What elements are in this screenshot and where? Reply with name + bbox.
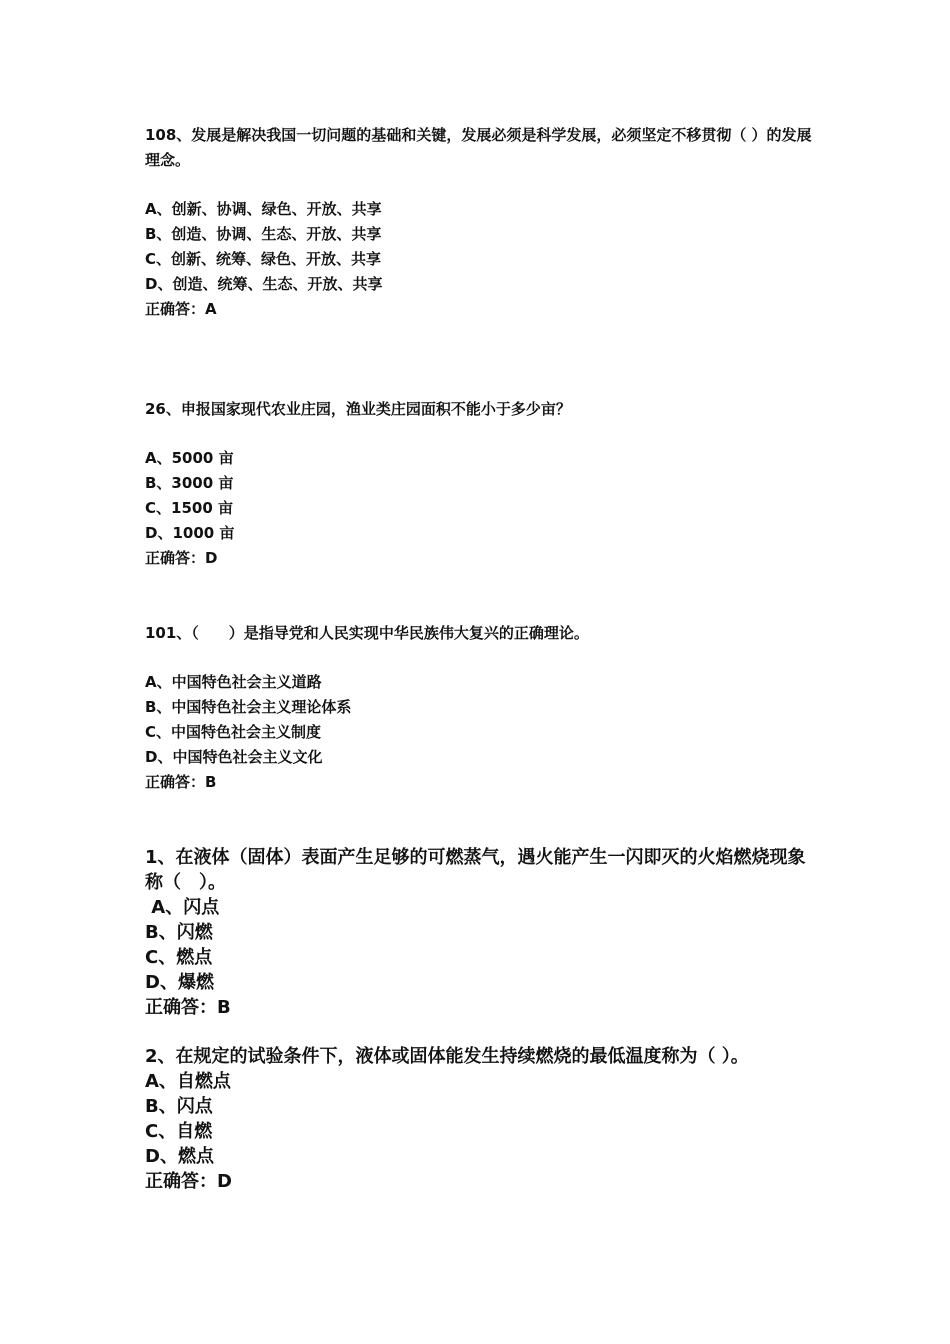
option-c: C、燃点: [145, 947, 213, 968]
question-block: [145, 1044, 815, 1194]
option-c: C、1500 亩: [145, 499, 233, 517]
option-c: C、创新、统筹、绿色、开放、共享: [145, 250, 382, 268]
option-b: B、创造、协调、生态、开放、共享: [145, 225, 382, 243]
question-block: [145, 621, 815, 795]
correct-answer: 正确答：D: [145, 1171, 232, 1192]
question-block: [145, 397, 815, 571]
correct-answer: 正确答：D: [145, 549, 218, 567]
question-block: [145, 123, 815, 322]
question-stem: 26、申报国家现代农业庄园，渔业类庄园面积不能小于多少亩？: [145, 400, 571, 418]
option-b: B、3000 亩: [145, 474, 234, 492]
question-block: [145, 845, 815, 1020]
question-stem: 108、发展是解决我国一切问题的基础和关键，发展必须是科学发展，必须坚定不移贯彻（ ）的发展理念。: [145, 126, 812, 169]
option-a: A、闪点: [145, 897, 220, 918]
option-c: C、中国特色社会主义制度: [145, 723, 322, 741]
option-d: D、爆燃: [145, 972, 214, 993]
option-b: B、中国特色社会主义理论体系: [145, 698, 352, 716]
correct-answer: 正确答：B: [145, 997, 231, 1018]
option-d: D、燃点: [145, 1146, 214, 1167]
option-a: A、自燃点: [145, 1071, 231, 1092]
option-b: B、闪点: [145, 1096, 213, 1117]
question-stem: 2、在规定的试验条件下，液体或固体能发生持续燃烧的最低温度称为（ ）。: [145, 1046, 749, 1067]
option-d: D、创造、统筹、生态、开放、共享: [145, 275, 383, 293]
question-stem: 1、在液体（固体）表面产生足够的可燃蒸气，遇火能产生一闪即灭的火焰燃烧现象称（ ）。: [145, 847, 806, 893]
option-c: C、自燃: [145, 1121, 213, 1142]
option-a: A、5000 亩: [145, 449, 234, 467]
correct-answer: 正确答：A: [145, 300, 217, 318]
option-d: D、1000 亩: [145, 524, 235, 542]
option-a: A、中国特色社会主义道路: [145, 673, 322, 691]
option-b: B、闪燃: [145, 922, 213, 943]
option-d: D、中国特色社会主义文化: [145, 748, 323, 766]
correct-answer: 正确答：B: [145, 773, 217, 791]
question-stem: 101、（ ）是指导党和人民实现中华民族伟大复兴的正确理论。: [145, 624, 589, 642]
option-a: A、创新、协调、绿色、开放、共享: [145, 200, 382, 218]
